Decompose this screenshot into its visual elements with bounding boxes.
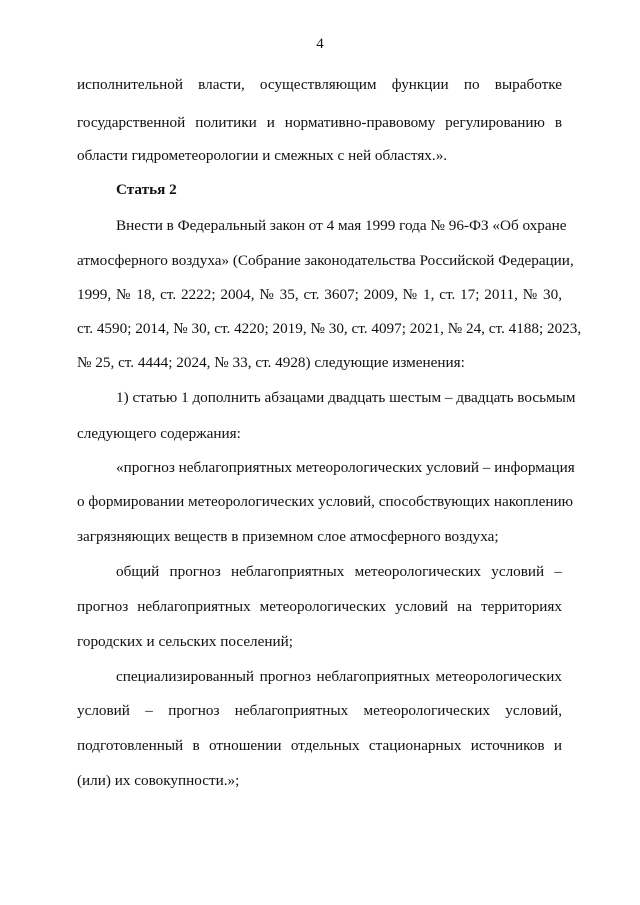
article-heading: Статья 2 [116,181,177,198]
text-line: 1999, № 18, ст. 2222; 2004, № 35, ст. 3607; 2009, № 1, ст. 17; 2011, № 30, [77,286,562,303]
text-line: Внести в Федеральный закон от 4 мая 1999 года № 96-ФЗ «Об охране [116,217,567,234]
text-line: следующего содержания: [77,425,241,442]
text-line: ст. 4590; 2014, № 30, ст. 4220; 2019, № 30, ст. 4097; 2021, № 24, ст. 4188; 2023, [77,320,582,337]
text-line: общий прогноз неблагоприятных метеорологических условий – [116,563,562,580]
text-line: подготовленный в отношении отдельных стационарных источников и [77,737,562,754]
text-line: условий – прогноз неблагоприятных метеорологических условий, [77,702,562,719]
text-line: государственной политики и нормативно-правовому регулированию в [77,114,562,131]
text-line: «прогноз неблагоприятных метеорологических условий – информация [116,459,575,476]
page-number: 4 [316,36,324,52]
text-line: исполнительной власти, осуществляющим функции по выработке [77,76,562,93]
text-line: 1) статью 1 дополнить абзацами двадцать шестым – двадцать восьмым [116,389,576,406]
text-line: области гидрометеорологии и смежных с ней областях.». [77,147,448,164]
text-line: специализированный прогноз неблагоприятных метеорологических [116,668,562,685]
text-line: атмосферного воздуха» (Собрание законодательства Российской Федерации, [77,252,574,269]
text-line: прогноз неблагоприятных метеорологических условий на территориях [77,598,562,615]
text-line: о формировании метеорологических условий, способствующих накоплению [77,493,573,510]
text-line: загрязняющих веществ в приземном слое атмосферного воздуха; [77,528,499,545]
text-line: (или) их совокупности.»; [77,772,240,789]
text-line: № 25, ст. 4444; 2024, № 33, ст. 4928) следующие изменения: [77,354,465,371]
text-line: городских и сельских поселений; [77,633,293,650]
